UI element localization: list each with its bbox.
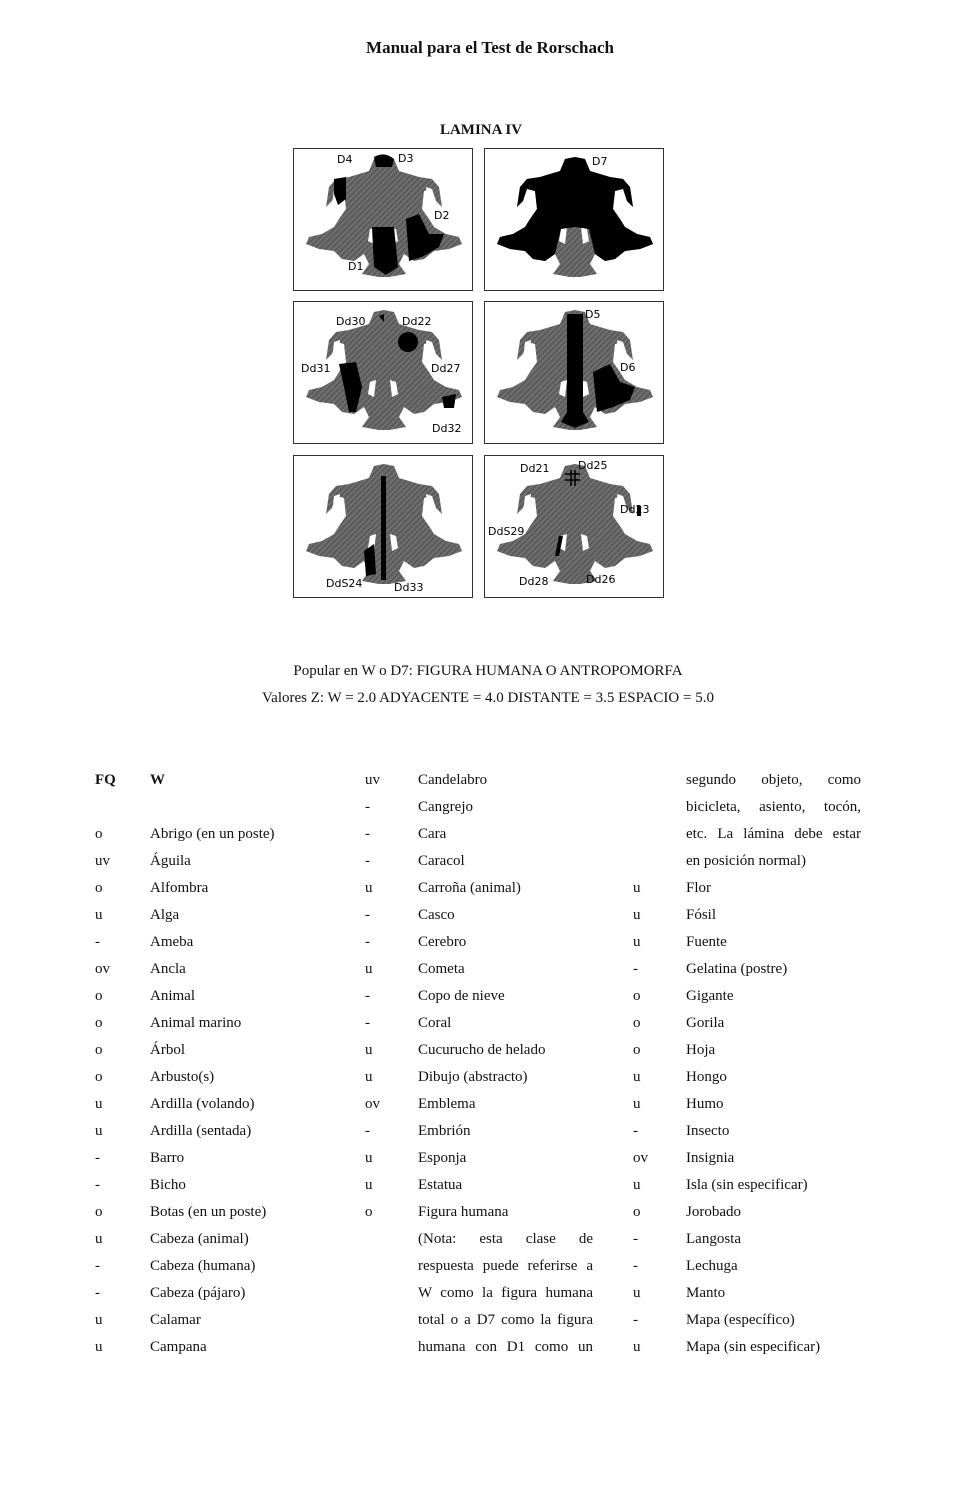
response: Ameba: [150, 934, 194, 950]
table-row: [633, 875, 861, 902]
table-row: [633, 1199, 861, 1226]
note-line: [633, 848, 861, 875]
empty-fq: [365, 1253, 418, 1280]
svg-text:D5: D5: [585, 308, 601, 321]
empty-fq: [365, 1334, 418, 1361]
blot-panel-d1-d4: [293, 148, 473, 291]
table-row: [95, 1307, 325, 1334]
form-quality: u: [95, 1096, 103, 1112]
empty-fq: [633, 848, 686, 875]
response: Hoja: [686, 1042, 716, 1058]
svg-text:Dd27: Dd27: [431, 362, 461, 375]
response: Animal marino: [150, 1015, 242, 1031]
form-quality: u: [365, 880, 373, 896]
form-quality: o: [633, 1015, 641, 1031]
table-row: [95, 1199, 325, 1226]
form-quality: u: [633, 1096, 641, 1112]
table-row: [365, 821, 593, 848]
form-quality: -: [95, 934, 100, 950]
svg-text:D1: D1: [348, 260, 364, 273]
table-row: [633, 1010, 861, 1037]
fq-header: FQ: [95, 772, 116, 788]
blot-panel-dd21-dd29: [484, 455, 664, 598]
svg-text:D2: D2: [434, 209, 450, 222]
response: Candelabro: [418, 772, 488, 788]
empty-fq: [365, 1280, 418, 1307]
note-line: [365, 1280, 593, 1307]
table-column-1: [95, 767, 325, 1361]
form-quality: -: [633, 1231, 638, 1247]
response: Calamar: [150, 1312, 201, 1328]
form-quality: o: [365, 1204, 373, 1220]
svg-text:Dd26: Dd26: [586, 573, 616, 586]
response: Gigante: [686, 988, 734, 1004]
svg-text:Dd21: Dd21: [520, 462, 550, 475]
form-quality: -: [365, 988, 370, 1004]
response: Alga: [150, 907, 180, 923]
response: Animal: [150, 988, 195, 1004]
form-quality: o: [95, 1204, 103, 1220]
table-row: [633, 1307, 861, 1334]
note-text: etc. La lámina debe estar: [686, 826, 861, 842]
response: Humo: [686, 1096, 724, 1112]
table-header: [95, 767, 325, 794]
response: Ardilla (sentada): [150, 1123, 252, 1139]
table-row: [365, 794, 593, 821]
blot-panel-d7: [484, 148, 664, 291]
response: Insecto: [686, 1123, 730, 1139]
empty-fq: [365, 1226, 418, 1253]
form-quality: -: [365, 853, 370, 869]
note-line: [633, 794, 861, 821]
form-quality: u: [365, 1177, 373, 1193]
table-row: [95, 821, 325, 848]
form-quality: -: [365, 826, 370, 842]
form-quality: -: [95, 1150, 100, 1166]
form-quality: u: [95, 1123, 103, 1139]
table-row: [365, 848, 593, 875]
page-title: Manual para el Test de Rorschach: [366, 38, 614, 57]
note-text: segundo objeto, como: [686, 772, 861, 788]
note-line: [365, 1307, 593, 1334]
response: Casco: [418, 907, 455, 923]
table-row: [365, 1091, 593, 1118]
response: Hongo: [686, 1069, 727, 1085]
table-row: [365, 1010, 593, 1037]
form-quality: u: [365, 1069, 373, 1085]
form-quality: u: [633, 1069, 641, 1085]
form-quality: ov: [633, 1150, 648, 1166]
form-quality: -: [365, 907, 370, 923]
form-quality: u: [633, 1177, 641, 1193]
empty-fq: [365, 1307, 418, 1334]
response: Águila: [150, 853, 191, 869]
table-row: [95, 1118, 325, 1145]
table-row: [95, 1145, 325, 1172]
svg-text:D3: D3: [398, 152, 414, 165]
response: Cabeza (humana): [150, 1258, 256, 1274]
form-quality: u: [633, 880, 641, 896]
form-quality: -: [365, 1015, 370, 1031]
plate-title: LAMINA IV: [439, 122, 523, 138]
response: Flor: [686, 880, 712, 896]
form-quality: uv: [365, 772, 380, 788]
form-quality: -: [365, 934, 370, 950]
table-row: [95, 848, 325, 875]
response: Manto: [686, 1285, 726, 1301]
response: Ancla: [150, 961, 186, 977]
response: Coral: [418, 1015, 452, 1031]
table-row: [633, 1253, 861, 1280]
table-column-2: [365, 767, 593, 1361]
response: Cometa: [418, 961, 465, 977]
form-quality: -: [633, 1258, 638, 1274]
response: Cangrejo: [418, 799, 473, 815]
response: Cabeza (animal): [150, 1231, 249, 1247]
response: Caracol: [418, 853, 465, 869]
form-quality: -: [95, 1258, 100, 1274]
svg-text:Dd31: Dd31: [301, 362, 331, 375]
response: Cabeza (pájaro): [150, 1285, 246, 1301]
form-quality: -: [95, 1285, 100, 1301]
table-row: [365, 767, 593, 794]
form-quality: u: [95, 1339, 103, 1355]
table-row: [633, 1037, 861, 1064]
table-row: [633, 929, 861, 956]
table-row: [633, 1334, 861, 1361]
svg-text:DdS24: DdS24: [326, 577, 363, 590]
table-row: [95, 794, 325, 821]
table-row: [365, 1172, 593, 1199]
response: Botas (en un poste): [150, 1204, 267, 1220]
table-row: [95, 983, 325, 1010]
response: Lechuga: [686, 1258, 738, 1274]
svg-text:D6: D6: [620, 361, 636, 374]
table-row: [633, 1145, 861, 1172]
svg-text:Dd33: Dd33: [394, 581, 424, 594]
response: Barro: [150, 1150, 185, 1166]
note-text: total o a D7 como la figura: [418, 1312, 593, 1328]
note-text: respuesta puede referirse a: [418, 1258, 593, 1274]
form-quality: u: [365, 961, 373, 977]
response: Copo de nieve: [418, 988, 505, 1004]
table-row: [95, 1253, 325, 1280]
form-quality: -: [633, 1312, 638, 1328]
response: Esponja: [418, 1150, 467, 1166]
table-row: [95, 956, 325, 983]
response: Jorobado: [686, 1204, 741, 1220]
table-row: [633, 1064, 861, 1091]
table-row: [633, 1091, 861, 1118]
svg-text:Dd23: Dd23: [620, 503, 650, 516]
form-quality: o: [95, 880, 103, 896]
note-line: [365, 1253, 593, 1280]
svg-text:Dd32: Dd32: [432, 422, 462, 435]
blot-panel-d5-d6: [484, 301, 664, 444]
table-row: [633, 1226, 861, 1253]
table-row: [633, 1172, 861, 1199]
response: Estatua: [418, 1177, 463, 1193]
response: Embrión: [418, 1123, 471, 1139]
table-column-3: [633, 767, 861, 1361]
response: Cerebro: [418, 934, 467, 950]
table-row: [633, 902, 861, 929]
table-row: [633, 983, 861, 1010]
empty-fq: [633, 794, 686, 821]
form-quality: o: [95, 988, 103, 1004]
note-text: humana con D1 como un: [418, 1339, 593, 1355]
response: Cara: [418, 826, 447, 842]
popular-response: Popular en W o D7: FIGURA HUMANA O ANTROPOMORFA: [293, 663, 683, 679]
table-row: [95, 1091, 325, 1118]
note-line: [633, 767, 861, 794]
empty-fq: [633, 767, 686, 794]
svg-text:Dd30: Dd30: [336, 315, 366, 328]
form-quality: u: [365, 1150, 373, 1166]
note-line: [633, 821, 861, 848]
response: Gelatina (postre): [686, 961, 788, 977]
form-quality: u: [95, 1312, 103, 1328]
table-row: [95, 929, 325, 956]
table-row: [95, 875, 325, 902]
table-row: [365, 983, 593, 1010]
form-quality: u: [95, 1231, 103, 1247]
response: Árbol: [150, 1042, 185, 1058]
note-text: W como la figura humana: [418, 1285, 593, 1301]
form-quality: ov: [365, 1096, 380, 1112]
response: Arbusto(s): [150, 1069, 215, 1085]
response: Insignia: [686, 1150, 735, 1166]
response: Carroña (animal): [418, 880, 521, 896]
response: Mapa (específico): [686, 1312, 795, 1328]
svg-text:D4: D4: [337, 153, 353, 166]
form-quality: u: [95, 907, 103, 923]
table-row: [95, 1226, 325, 1253]
table-row: [365, 1118, 593, 1145]
response: Langosta: [686, 1231, 741, 1247]
svg-text:Dd25: Dd25: [578, 459, 608, 472]
response: Emblema: [418, 1096, 476, 1112]
z-values: Valores Z: W = 2.0 ADYACENTE = 4.0 DISTANTE = 3.5 ESPACIO = 5.0: [262, 690, 714, 706]
table-row: [365, 956, 593, 983]
note-line: [365, 1334, 593, 1361]
response: Ardilla (volando): [150, 1096, 255, 1112]
note-text: en posición normal): [686, 853, 806, 869]
table-row: [95, 1280, 325, 1307]
blot-panel-dds24-dd33: [293, 455, 473, 598]
response: Alfombra: [150, 880, 209, 896]
response: Gorila: [686, 1015, 725, 1031]
table-row: [365, 875, 593, 902]
table-row: [633, 956, 861, 983]
note-text: (Nota: esta clase de: [418, 1231, 593, 1247]
response: Fuente: [686, 934, 727, 950]
w-header: W: [150, 772, 165, 788]
form-quality: o: [95, 1042, 103, 1058]
table-row: [95, 1172, 325, 1199]
form-quality: u: [633, 934, 641, 950]
form-quality: u: [633, 1285, 641, 1301]
svg-text:D7: D7: [592, 155, 608, 168]
form-quality: u: [633, 1339, 641, 1355]
response: Cucurucho de helado: [418, 1042, 546, 1058]
response: Abrigo (en un poste): [150, 826, 275, 842]
response: Mapa (sin especificar): [686, 1339, 821, 1355]
form-quality: o: [633, 988, 641, 1004]
table-row: [365, 929, 593, 956]
response: Dibujo (abstracto): [418, 1069, 528, 1085]
table-row: [365, 1145, 593, 1172]
table-row: [365, 1037, 593, 1064]
form-quality: ov: [95, 961, 110, 977]
form-quality: -: [95, 1177, 100, 1193]
form-quality: o: [95, 826, 103, 842]
form-quality: o: [633, 1204, 641, 1220]
response: Isla (sin especificar): [686, 1177, 808, 1193]
empty-fq: [633, 821, 686, 848]
table-row: [633, 1118, 861, 1145]
form-quality: u: [633, 907, 641, 923]
table-row: [633, 1280, 861, 1307]
form-quality: o: [95, 1015, 103, 1031]
table-row: [365, 1199, 593, 1226]
table-row: [95, 1037, 325, 1064]
response: Bicho: [150, 1177, 186, 1193]
form-quality: -: [633, 1123, 638, 1139]
form-quality: -: [365, 799, 370, 815]
blot-panel-dd-a: [293, 301, 473, 444]
form-quality: uv: [95, 853, 110, 869]
note-text: bicicleta, asiento, tocón,: [686, 799, 861, 815]
table-row: [95, 902, 325, 929]
form-quality: -: [365, 1123, 370, 1139]
table-row: [95, 1334, 325, 1361]
table-row: [365, 1064, 593, 1091]
form-quality: -: [633, 961, 638, 977]
response: Fósil: [686, 907, 717, 923]
svg-text:Dd22: Dd22: [402, 315, 432, 328]
form-quality: o: [95, 1069, 103, 1085]
svg-text:Dd28: Dd28: [519, 575, 549, 588]
svg-text:DdS29: DdS29: [488, 525, 525, 538]
response: Campana: [150, 1339, 207, 1355]
response: Figura humana: [418, 1204, 509, 1220]
form-quality: o: [633, 1042, 641, 1058]
table-row: [95, 1010, 325, 1037]
note-line: [365, 1226, 593, 1253]
form-quality: u: [365, 1042, 373, 1058]
table-row: [365, 902, 593, 929]
table-row: [95, 1064, 325, 1091]
